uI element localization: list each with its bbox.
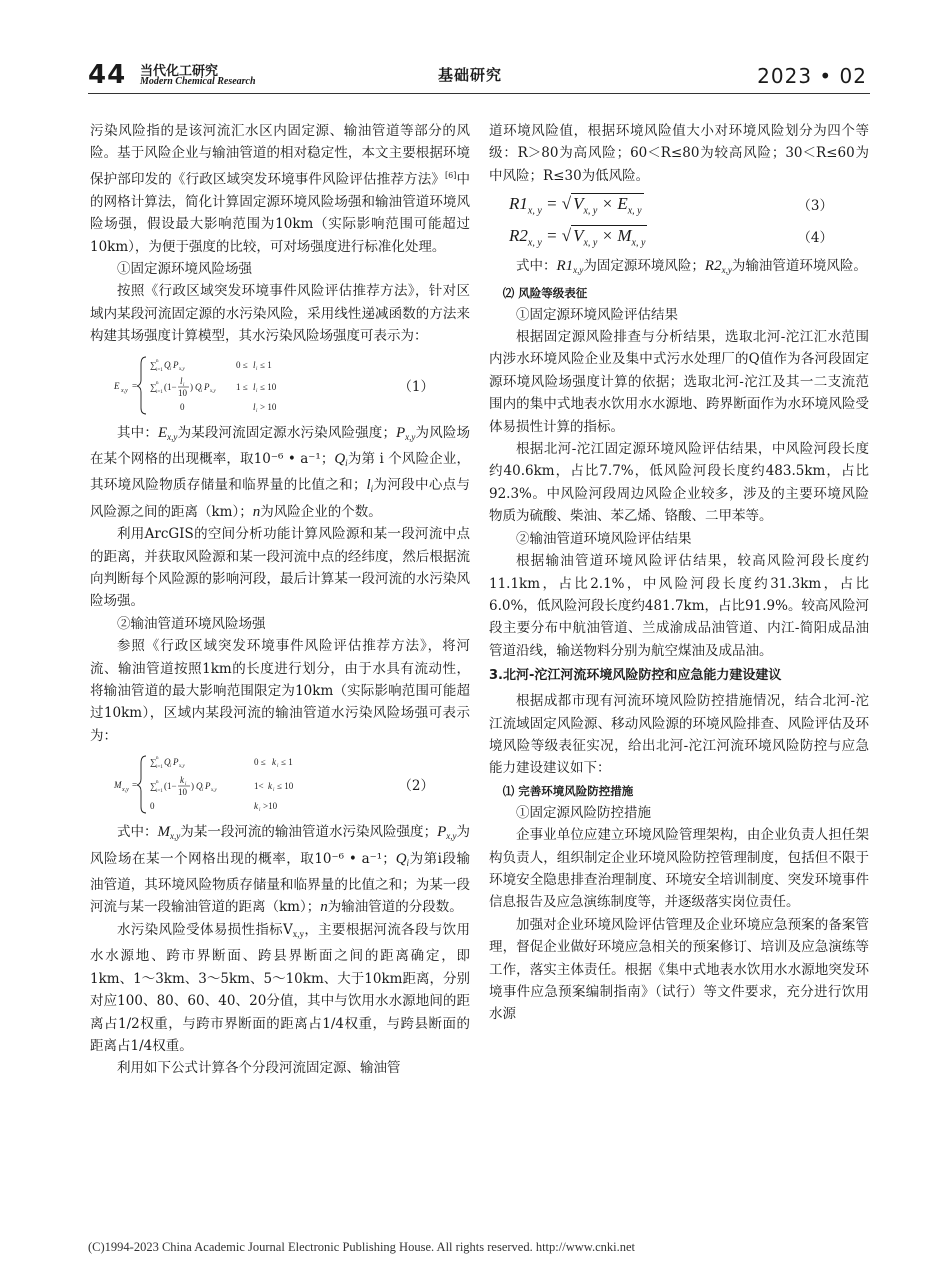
svg-text:x,y: x,y (122, 787, 129, 794)
equation-3 (489, 191, 869, 223)
svg-text:0 ≤: 0 ≤ (236, 359, 248, 370)
paragraph: 利用ArcGIS的空间分析功能计算风险源和某一段河流中点的距离，并获取风险源和某一段河流中点的经纬度，然后根据流向判断每个风险源的影响河段，最后计算某一段河流的水污染风险场强。 (90, 526, 470, 610)
heading-risk-level: ⑵ 风险等级表征 (502, 285, 588, 300)
paragraph: 企事业单位应建立环境风险管理架构，由企业负责人担任架构负责人，组织制定企业环境风险防控管理制度，包括但不限于环境安全隐患排查治理制度、环境安全培训制度、突发环境事件信息报告及应急演练制度等，并逐级落实岗位责任。 (489, 827, 869, 911)
equation-number: （2） (398, 778, 434, 795)
paragraph: 加强对企业环境风险评估管理及企业环境应急预案的备案管理，督促企业做好环境应急相关的预案修订、培训及应急演练等工作，落实主体责任。根据《集中式地表水饮用水水源地突发环境事件应急预案编制指南》（试行）等文件要求，充分进行饮用水源 (489, 916, 869, 1023)
svg-text:1<: 1< (254, 781, 264, 792)
svg-text:i=1: i=1 (156, 367, 163, 373)
svg-text:i: i (185, 782, 187, 788)
svg-text:P: P (204, 381, 210, 392)
svg-text:k: k (272, 757, 276, 768)
svg-text:): ) (190, 381, 193, 392)
svg-text:M: M (114, 780, 122, 791)
svg-text:Q: Q (195, 381, 202, 392)
svg-text:i=1: i=1 (156, 765, 163, 771)
equation-4 (489, 223, 869, 255)
svg-text:1 ≤: 1 ≤ (236, 381, 248, 392)
svg-text:x,y: x,y (121, 387, 128, 394)
svg-text:∑: ∑ (150, 359, 157, 370)
svg-text:i: i (273, 788, 275, 794)
svg-text:P: P (205, 781, 211, 792)
equation-4-formula: $R2_{x, y}$ = √ $V_{x, y} \times M_{x, y}$ (509, 225, 647, 255)
header-rule (88, 93, 870, 94)
paragraph: 水污染风险受体易损性指标$V_{x,y}$，主要根据河流各段与饮用水水源地、跨市界断面、跨县界断面之间的距离确定，即1km、1～3km、3～5km、5～10km、大于10km距离，分别对应100、80、60、40、20分值，其中与饮用水水源地间的距离占1/2权重，与跨市界断面的距离占1/4权重，与跨县断面的距离占1/4权重。 (90, 921, 470, 1054)
equation-2-formula (110, 751, 390, 817)
subheading-pipeline-field: ②输油管道环境风险场强 (117, 615, 266, 632)
svg-text:P: P (173, 757, 179, 768)
equation-3-formula: $R1_{x, y}$ = √ $V_{x, y} \times E_{x, y}$ (509, 193, 644, 223)
svg-text:Q: Q (196, 781, 203, 792)
svg-text:i: i (256, 408, 258, 414)
svg-text:Q: Q (164, 757, 171, 768)
paragraph: 道环境风险值，根据环境风险值大小对环境风险划分为四个等级：R＞80为高风险；60＜R≤80为较高风险；30＜R≤60为中风险；R≤30为低风险。 (489, 123, 869, 184)
heading-improve-measures: ⑴ 完善环境风险防控措施 (502, 783, 634, 798)
svg-text:i: i (256, 366, 258, 372)
svg-text:E: E (114, 380, 120, 391)
paragraph: 根据固定源风险排查与分析结果，选取北河-沱江汇水范围内涉水环境风险企业及集中式污水处理厂的Q值作为各河段固定源环境风险场强度计算的依据；选取北河-沱江及其一二支流范围内的集中式地表水饮用水水源地、跨界断面作为水环境风险受体易损性计算的指标。 (489, 329, 869, 435)
svg-text:i: i (201, 388, 203, 394)
svg-text:(1−: (1− (164, 781, 177, 792)
svg-text:i: i (170, 366, 172, 372)
svg-text:n: n (156, 380, 159, 386)
paragraph: 参照《行政区域突发环境事件风险评估推荐方法》，将河流、输油管道按照1km的长度进行划分，由于水具有流动性，将输油管道的最大影响范围限定为10km（实际影响范围可能超过10km），区域内某段河流的输油管道水污染风险场强可表示为： (90, 638, 470, 744)
svg-text:x,y: x,y (179, 366, 185, 372)
left-column (90, 120, 470, 1080)
svg-text:0: 0 (150, 801, 155, 812)
svg-text:(1−: (1− (164, 381, 177, 392)
copyright-footer: (C)1994-2023 China Academic Journal Electronic Publishing House. All rights reserved. http://www.cnki.net (88, 1240, 636, 1254)
subheading-fixed-source-control: ①固定源风险防控措施 (516, 804, 651, 821)
svg-text:P: P (173, 359, 179, 370)
svg-text:): ) (191, 781, 194, 792)
svg-text:i: i (170, 764, 172, 770)
equation-1 (90, 352, 470, 418)
journal-title-cn: 当代化工研究 (140, 64, 219, 79)
svg-text:=: = (132, 780, 138, 791)
equation-1-formula (110, 352, 390, 418)
equation-number: （1） (398, 378, 434, 395)
svg-text:i=1: i=1 (156, 389, 163, 395)
svg-text:10: 10 (178, 787, 187, 798)
svg-text:∑: ∑ (150, 781, 157, 792)
svg-text:k: k (180, 775, 184, 786)
citation-ref[interactable]: [6] (445, 170, 457, 180)
svg-text:≤ 1: ≤ 1 (281, 757, 293, 768)
svg-text:k: k (268, 781, 272, 792)
svg-text:≤ 10: ≤ 10 (277, 781, 294, 792)
subheading-pipeline-result: ②输油管道环境风险评估结果 (516, 530, 692, 547)
svg-text:l: l (253, 359, 256, 370)
svg-text:10: 10 (178, 387, 187, 398)
svg-text:i: i (277, 764, 279, 770)
svg-text:=: = (132, 380, 138, 391)
svg-text:≤ 1: ≤ 1 (260, 359, 272, 370)
equation-number: （4） (797, 230, 833, 247)
right-column (489, 120, 869, 1026)
journal-title-en: Modern Chemical Research (140, 76, 256, 87)
section-title: 基础研究 (438, 66, 503, 84)
paragraph: 按照《行政区域突发环境事件风险评估推荐方法》，针对区域内某段河流固定源的水污染风险，采用线性递减函数的方法来构建其场强度计算模型，其水污染风险场强度可表示为： (90, 283, 470, 345)
paragraph: 根据北河-沱江固定源环境风险评估结果，中风险河段长度约40.6km，占比7.7%，低风险河段长度约483.5km，占比92.3%。中风险河段周边风险企业较多，涉及的主要环境风险物质为硫酸、柴油、苯乙烯、铬酸、二甲苯等。 (489, 441, 869, 525)
svg-text:≤ 10: ≤ 10 (260, 381, 277, 392)
paragraph: 根据输油管道环境风险评估结果，较高风险河段长度约11.1km，占比2.1%，中风险河段长度约31.3km，占比6.0%，低风险河段长度约481.7km，占比91.9%。较高风险河段主要分布中航油管道、兰成渝成品油管道、内江-简阳成品油管道沿线，输送物料分别为航空煤油及成品油。 (489, 553, 869, 659)
page-number: 44 (88, 60, 127, 90)
svg-text:k: k (254, 801, 258, 812)
subheading-fixed-source-result: ①固定源环境风险评估结果 (516, 306, 678, 323)
svg-text:0: 0 (180, 401, 185, 412)
svg-text:Q: Q (164, 359, 171, 370)
svg-text:n: n (156, 780, 159, 786)
svg-text:>10: >10 (263, 801, 278, 812)
svg-text:l: l (253, 401, 256, 412)
subheading-fixed-source-field: ①固定源环境风险场强 (117, 260, 252, 277)
svg-text:∑: ∑ (150, 381, 157, 392)
equation-number: （3） (797, 198, 833, 215)
issue-date: 2023 • 02 (757, 64, 867, 88)
svg-text:x,y: x,y (179, 764, 185, 770)
svg-text:l: l (253, 381, 256, 392)
paragraph: 其中：$E_{x,y}$为某段河流固定源水污染风险强度；$P_{x,y}$为风险场在某个网格的出现概率，取10⁻⁶ • a⁻¹；$Q_i$为第 i 个风险企业，其环境风险物质存储量和临界量的比值之和；$l_i$为河段中心点与风险源之间的距离（km）；n为风险企业的个数。 (90, 424, 471, 520)
svg-text:x,y: x,y (210, 388, 216, 394)
svg-text:i: i (259, 808, 261, 814)
svg-text:n: n (156, 358, 159, 364)
svg-text:0 ≤: 0 ≤ (254, 757, 266, 768)
svg-text:i: i (256, 388, 258, 394)
svg-text:i: i (183, 382, 185, 388)
svg-text:> 10: > 10 (260, 401, 277, 412)
equation-2 (90, 751, 470, 817)
svg-text:x,y: x,y (211, 788, 217, 794)
paragraph: 利用如下公式计算各个分段河流固定源、输油管 (117, 1060, 401, 1077)
section-heading-3: 3.北河-沱江河流环境风险防控和应急能力建设建议 (489, 668, 782, 684)
paragraph: 根据成都市现有河流环境风险防控措施情况，结合北河-沱江流域固定风险源、移动风险源的环境风险排查、风险评估及环境风险等级表征实况，给出北河-沱江河流环境风险防控与应急能力建设建议如下： (489, 693, 869, 777)
svg-text:∑: ∑ (150, 757, 157, 768)
svg-text:i: i (202, 788, 204, 794)
svg-text:n: n (156, 756, 159, 762)
paragraph: 式中：$R1_{x,y}$为固定源环境风险；$R2_{x,y}$为输油管道环境风险。 (516, 258, 867, 276)
paragraph: 污染风险指的是该河流汇水区内固定源、输油管道等部分的风险。基于风险企业与输油管道的相对稳定性，本文主要根据环境保护部印发的《行政区域突发环境事件风险评估推荐方法》[6]中的网格计算法，简化计算固定源环境风险场强和输油管道环境风险场强，假设最大影响范围为10km（实际影响范围可能超过10km），为便于强度的比较，可对场强度进行标准化处理。 (90, 123, 471, 255)
paragraph: 式中：$M_{x,y}$为某一段河流的输油管道水污染风险强度；$P_{x,y}$为风险场在某一个网格出现的概率，取10⁻⁶ • a⁻¹；$Q_i$为第i段输油管道，其环境风险物质存储量和临界量的比值之和；为某一段河流与某一段输油管道的距离（km）；n为输油管道的分段数。 (90, 824, 471, 916)
svg-text:l: l (180, 375, 183, 386)
svg-text:i=1: i=1 (156, 789, 163, 795)
